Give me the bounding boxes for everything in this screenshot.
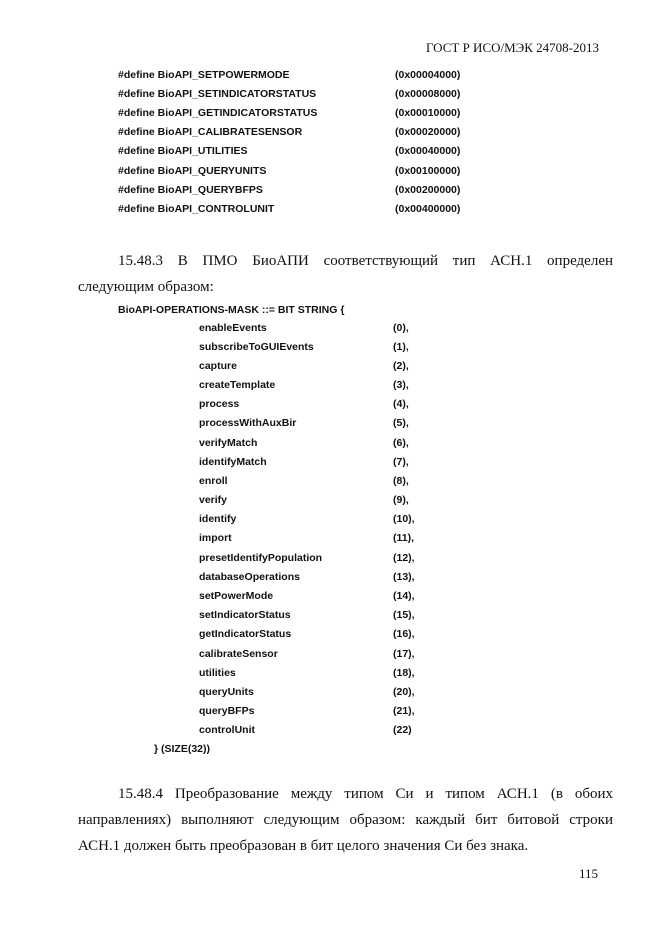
asn-member-name: subscribeToGUIEvents — [199, 341, 314, 353]
asn-member-name: getIndicatorStatus — [199, 628, 292, 640]
asn-member-number: (12), — [393, 552, 415, 564]
asn-member — [199, 724, 459, 739]
asn-member — [199, 379, 459, 394]
define-name: #define BioAPI_QUERYBFPS — [118, 184, 263, 196]
asn-member-number: (20), — [393, 686, 415, 698]
define-name: #define BioAPI_GETINDICATORSTATUS — [118, 107, 318, 119]
asn-member-number: (14), — [393, 590, 415, 602]
asn-member — [199, 475, 459, 490]
define-name: #define BioAPI_SETPOWERMODE — [118, 69, 290, 81]
asn-member-name: identifyMatch — [199, 456, 267, 468]
asn-member-number: (6), — [393, 437, 409, 449]
asn-member — [199, 609, 459, 624]
asn-member-number: (22) — [393, 724, 412, 736]
asn-type-header: BioAPI-OPERATIONS-MASK ::= BIT STRING { — [118, 304, 345, 316]
asn-member-number: (8), — [393, 475, 409, 487]
asn-member-number: (7), — [393, 456, 409, 468]
asn-member — [199, 628, 459, 643]
asn-member-number: (4), — [393, 398, 409, 410]
define-value: (0x00004000) — [395, 69, 461, 81]
asn-member-name: presetIdentifyPopulation — [199, 552, 323, 564]
asn-member — [199, 513, 459, 528]
asn-member-number: (17), — [393, 648, 415, 660]
asn-member-number: (16), — [393, 628, 415, 640]
asn-member-name: verify — [199, 494, 228, 506]
asn-member-number: (9), — [393, 494, 409, 506]
document-header: ГОСТ Р ИСО/МЭК 24708-2013 — [425, 40, 599, 55]
asn-member-number: (11), — [393, 532, 415, 544]
asn-member — [199, 705, 459, 720]
define-row — [118, 88, 538, 103]
asn-member — [199, 456, 459, 471]
define-name: #define BioAPI_CALIBRATESENSOR — [118, 126, 303, 138]
asn-member-name: utilities — [199, 667, 236, 679]
asn-member-number: (2), — [393, 360, 409, 372]
asn-member-name: databaseOperations — [199, 571, 300, 583]
asn-member — [199, 686, 459, 701]
asn-member-number: (13), — [393, 571, 415, 583]
asn-member — [199, 532, 459, 547]
asn-member-name: process — [199, 398, 240, 410]
define-row — [118, 203, 538, 218]
define-row — [118, 107, 538, 122]
define-row — [118, 69, 538, 84]
define-value: (0x00020000) — [395, 126, 461, 138]
asn-member-number: (0), — [393, 322, 409, 334]
asn-member-name: calibrateSensor — [199, 648, 278, 660]
asn-type-footer: } (SIZE(32)) — [154, 743, 211, 755]
define-value: (0x00400000) — [395, 203, 461, 215]
asn-member-name: processWithAuxBir — [199, 417, 297, 429]
asn-member-name: enableEvents — [199, 322, 267, 334]
define-name: #define BioAPI_QUERYUNITS — [118, 165, 267, 177]
asn-member-name: queryUnits — [199, 686, 254, 698]
define-value: (0x00008000) — [395, 88, 461, 100]
asn-member-number: (21), — [393, 705, 415, 717]
define-row — [118, 184, 538, 199]
asn-member — [199, 322, 459, 337]
define-value: (0x00040000) — [395, 145, 461, 157]
asn-member — [199, 360, 459, 375]
asn-member-number: (15), — [393, 609, 415, 621]
asn-member — [199, 341, 459, 356]
asn-member-name: queryBFPs — [199, 705, 255, 717]
asn-member-name: enroll — [199, 475, 228, 487]
asn-member-name: setPowerMode — [199, 590, 274, 602]
asn-member — [199, 552, 459, 567]
asn-member — [199, 398, 459, 413]
asn-member — [199, 437, 459, 452]
define-name: #define BioAPI_UTILITIES — [118, 145, 248, 157]
define-value: (0x00100000) — [395, 165, 461, 177]
asn-member — [199, 571, 459, 586]
section-15-48-4-paragraph: 15.48.4 Преобразование между типом Си и типом АСН.1 (в обоих направлениях) выполняют следующим образом: каждый бит битовой строки АСН.1 должен быть преобразован в бит целого значения Си без знака. — [78, 786, 613, 854]
asn-member — [199, 648, 459, 663]
define-row — [118, 165, 538, 180]
asn-member-name: controlUnit — [199, 724, 255, 736]
asn-member — [199, 667, 459, 682]
define-row — [118, 145, 538, 160]
define-value: (0x00200000) — [395, 184, 461, 196]
asn-member-name: import — [199, 532, 232, 544]
section-15-48-3-paragraph: 15.48.3 В ПМО БиоАПИ соответствующий тип АСН.1 определен следующим образом: — [78, 253, 613, 295]
asn-member — [199, 417, 459, 432]
asn-member-number: (3), — [393, 379, 409, 391]
asn-member-name: createTemplate — [199, 379, 276, 391]
asn-member-name: identify — [199, 513, 237, 525]
asn-member — [199, 590, 459, 605]
asn-member-number: (1), — [393, 341, 409, 353]
asn-member-number: (5), — [393, 417, 409, 429]
asn-member-name: setIndicatorStatus — [199, 609, 291, 621]
define-name: #define BioAPI_SETINDICATORSTATUS — [118, 88, 317, 100]
asn-member-number: (10), — [393, 513, 415, 525]
asn-member — [199, 494, 459, 509]
asn-member-name: verifyMatch — [199, 437, 258, 449]
page-number: 115 — [578, 866, 598, 881]
asn-member-number: (18), — [393, 667, 415, 679]
define-row — [118, 126, 538, 141]
define-value: (0x00010000) — [395, 107, 461, 119]
define-name: #define BioAPI_CONTROLUNIT — [118, 203, 275, 215]
asn-member-name: capture — [199, 360, 237, 372]
